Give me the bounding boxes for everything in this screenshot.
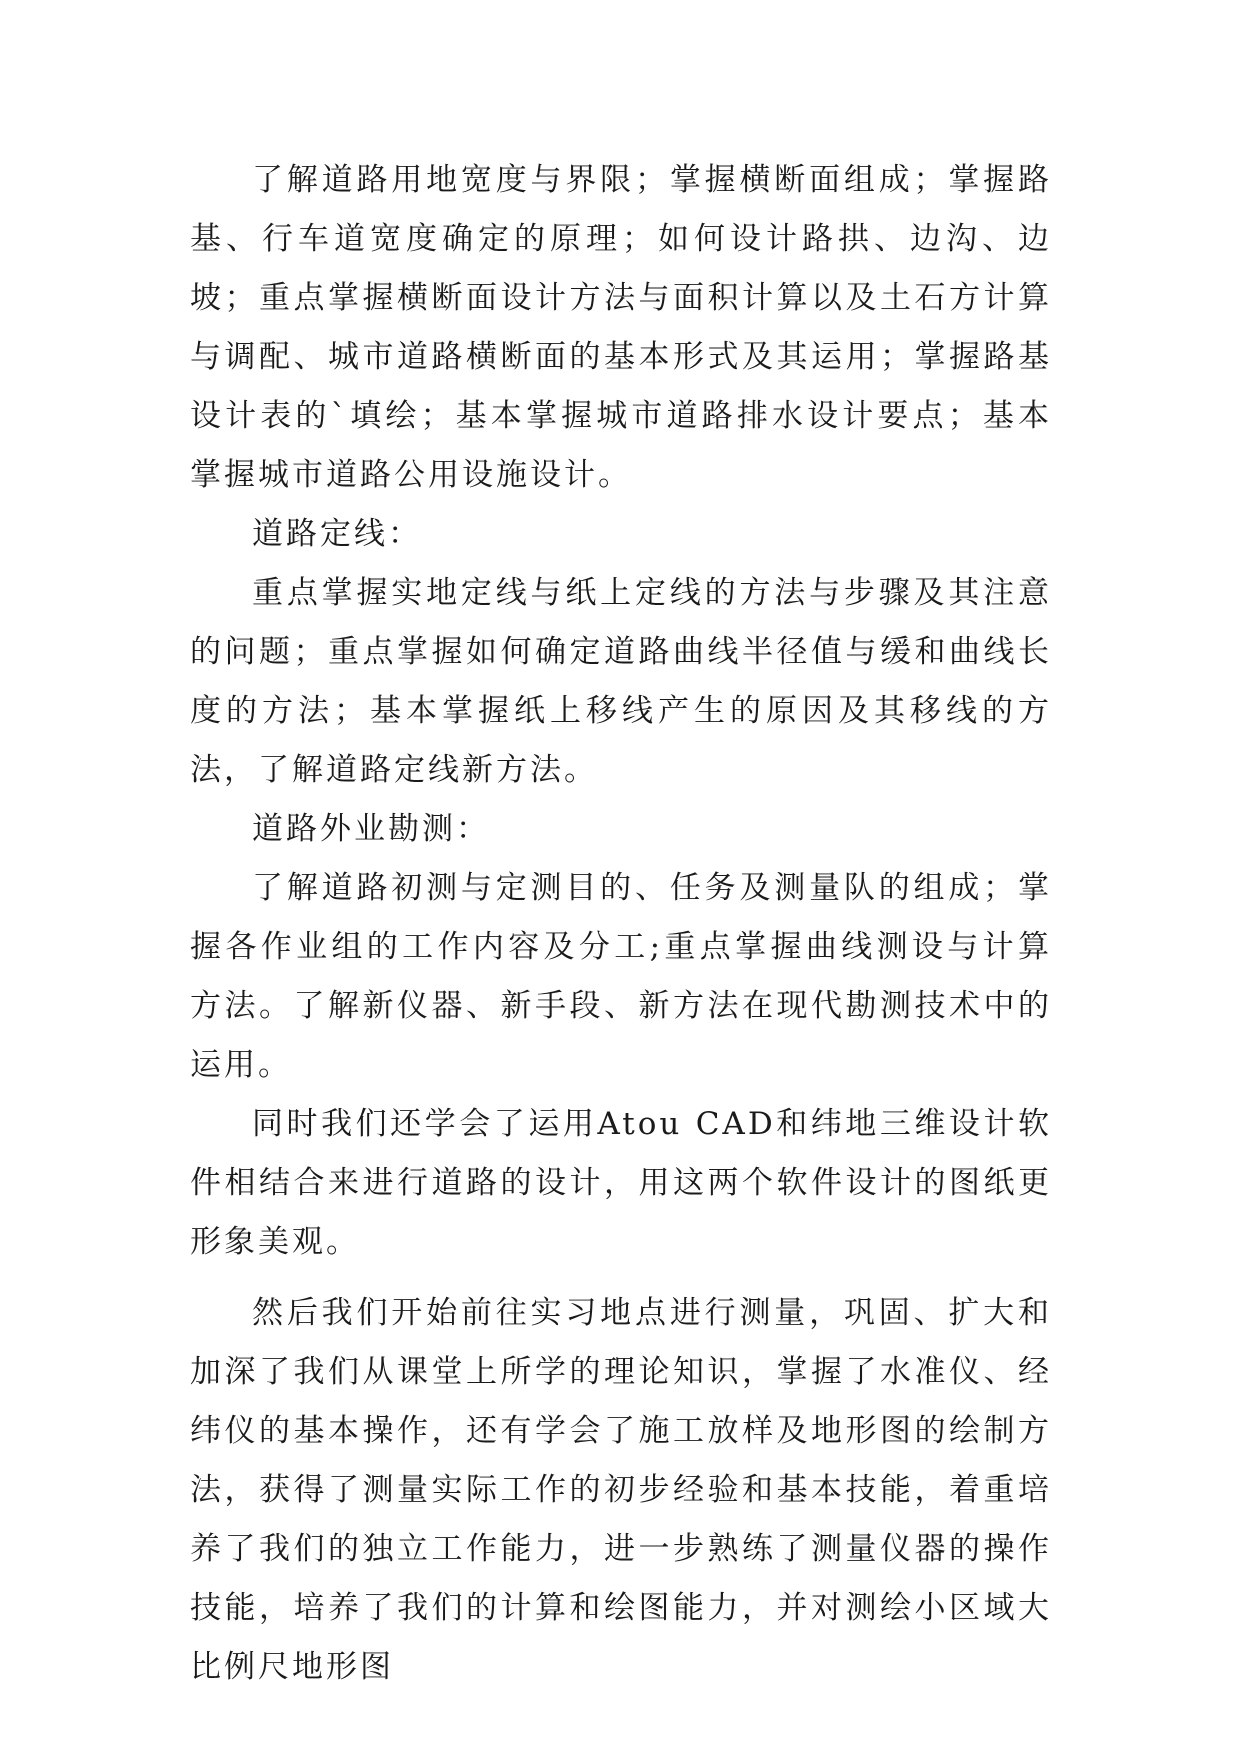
- paragraph-spacer: [190, 1272, 1052, 1284]
- paragraph-field-survey: 了解道路初测与定测目的、任务及测量队的组成；掌握各作业组的工作内容及分工;重点掌握曲线测设与计算方法。了解新仪器、新手段、新方法在现代勘测技术中的运用。: [190, 870, 1052, 1083]
- paragraph-cross-section: 了解道路用地宽度与界限；掌握横断面组成；掌握路基、行车道宽度确定的原理；如何设计路拱、边沟、边坡；重点掌握横断面设计方法与面积计算以及土石方计算与调配、城市道路横断面的基本形式及其运用；掌握路基设计表的`填绘；基本掌握城市道路排水设计要点；基本掌握城市道路公用设施设计。: [190, 162, 1052, 493]
- paragraph-road-alignment: 重点掌握实地定线与纸上定线的方法与步骤及其注意的问题；重点掌握如何确定道路曲线半径值与缓和曲线长度的方法；基本掌握纸上移线产生的原因及其移线的方法，了解道路定线新方法。: [190, 575, 1052, 788]
- paragraph-practice-survey: 然后我们开始前往实习地点进行测量，巩固、扩大和加深了我们从课堂上所学的理论知识，掌握了水准仪、经纬仪的基本操作，还有学会了施工放样及地形图的绘制方法，获得了测量实际工作的初步经验和基本技能，着重培养了我们的独立工作能力，进一步熟练了测量仪器的操作技能，培养了我们的计算和绘图能力，并对测绘小区域大比例尺地形图: [190, 1295, 1052, 1685]
- paragraph-software: 同时我们还学会了运用Atou CAD和纬地三维设计软件相结合来进行道路的设计，用这两个软件设计的图纸更形象美观。: [190, 1106, 1052, 1260]
- document-body: [190, 151, 1052, 1697]
- heading-field-survey: 道路外业勘测：: [252, 811, 490, 847]
- heading-road-alignment: 道路定线：: [252, 516, 422, 552]
